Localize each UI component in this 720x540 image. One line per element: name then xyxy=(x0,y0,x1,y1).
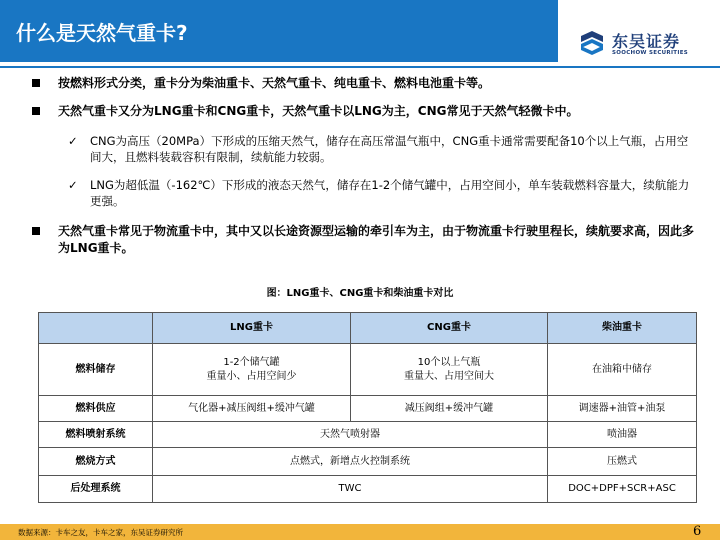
table-cell: 在油箱中储存 xyxy=(548,344,697,396)
row-label: 燃料储存 xyxy=(39,344,153,396)
table-row xyxy=(39,422,697,448)
row-label: 燃料供应 xyxy=(39,396,153,422)
cell-line: 重量小、占用空间少 xyxy=(206,370,297,382)
table-cell: DOC+DPF+SCR+ASC xyxy=(548,476,697,503)
table-cell: TWC xyxy=(153,476,548,503)
comparison-table xyxy=(38,312,697,503)
table-cell: 压燃式 xyxy=(548,448,697,476)
logo-mark-icon xyxy=(578,30,606,56)
table-header-row xyxy=(39,313,697,344)
table-cell: 气化器+减压阀组+缓冲气罐 xyxy=(153,396,351,422)
table-header-cell: 柴油重卡 xyxy=(548,313,697,344)
cell-line: 重量大、占用空间大 xyxy=(404,370,494,382)
bullet-text: 天然气重卡又分为LNG重卡和CNG重卡，天然气重卡以LNG为主，CNG常见于天然气轻微卡中。 xyxy=(58,104,579,118)
logo-text-cn: 东吴证券 xyxy=(612,32,681,51)
header-divider xyxy=(0,66,720,68)
bullet-item xyxy=(32,223,698,259)
square-bullet-icon xyxy=(32,107,40,115)
table-header-cell: LNG重卡 xyxy=(153,313,351,344)
square-bullet-icon xyxy=(32,227,40,235)
footer-bar xyxy=(0,524,720,540)
logo-text-en: SOOCHOW SECURITIES xyxy=(612,50,689,56)
table-cell xyxy=(351,344,548,396)
table-cell: 减压阀组+缓冲气罐 xyxy=(351,396,548,422)
page-number: 6 xyxy=(693,524,702,539)
bullet-text: 天然气重卡常见于物流重卡中，其中又以长途资源型运输的牵引车为主，由于物流重卡行驶里程长，续航要求高，因此多为LNG重卡。 xyxy=(58,224,695,255)
data-source: 数据来源：卡车之友，卡车之家，东吴证券研究所 xyxy=(18,528,183,537)
table-cell xyxy=(153,344,351,396)
cell-line: 10个以上气瓶 xyxy=(417,356,481,368)
bullet-text: 按燃料形式分类，重卡分为柴油重卡、天然气重卡、纯电重卡、燃料电池重卡等。 xyxy=(58,76,491,90)
company-logo xyxy=(574,28,714,60)
table-row xyxy=(39,448,697,476)
sub-bullet-item xyxy=(68,177,696,211)
table-cell: 点燃式，新增点火控制系统 xyxy=(153,448,548,476)
table-header-cell xyxy=(39,313,153,344)
sub-bullet-text: CNG为高压（20MPa）下形成的压缩天然气，储存在高压常温气瓶中，CNG重卡通常需要配备10个以上气瓶，占用空间大，且燃料装载容积有限制，续航能力较弱。 xyxy=(90,134,689,164)
table-cell: 喷油器 xyxy=(548,422,697,448)
row-label: 后处理系统 xyxy=(39,476,153,503)
table-row xyxy=(39,344,697,396)
cell-line: 1-2个储气罐 xyxy=(223,356,280,368)
square-bullet-icon xyxy=(32,79,40,87)
sub-bullet-item xyxy=(68,133,696,167)
table-header-cell: CNG重卡 xyxy=(351,313,548,344)
table-cell: 调速器+油管+油泵 xyxy=(548,396,697,422)
bullet-item xyxy=(32,103,692,120)
table-row xyxy=(39,476,697,503)
check-mark-icon: ✓ xyxy=(68,178,78,192)
page-title: 什么是天然气重卡? xyxy=(16,21,188,45)
header-bar xyxy=(0,0,558,62)
table-row xyxy=(39,396,697,422)
row-label: 燃烧方式 xyxy=(39,448,153,476)
figure-caption: 图：LNG重卡、CNG重卡和柴油重卡对比 xyxy=(266,288,454,299)
check-mark-icon: ✓ xyxy=(68,134,78,148)
bullet-item xyxy=(32,75,692,92)
row-label: 燃料喷射系统 xyxy=(39,422,153,448)
table-cell: 天然气喷射器 xyxy=(153,422,548,448)
sub-bullet-text: LNG为超低温（-162℃）下形成的液态天然气，储存在1-2个储气罐中，占用空间小，单车装载燃料容量大，续航能力更强。 xyxy=(90,178,690,208)
